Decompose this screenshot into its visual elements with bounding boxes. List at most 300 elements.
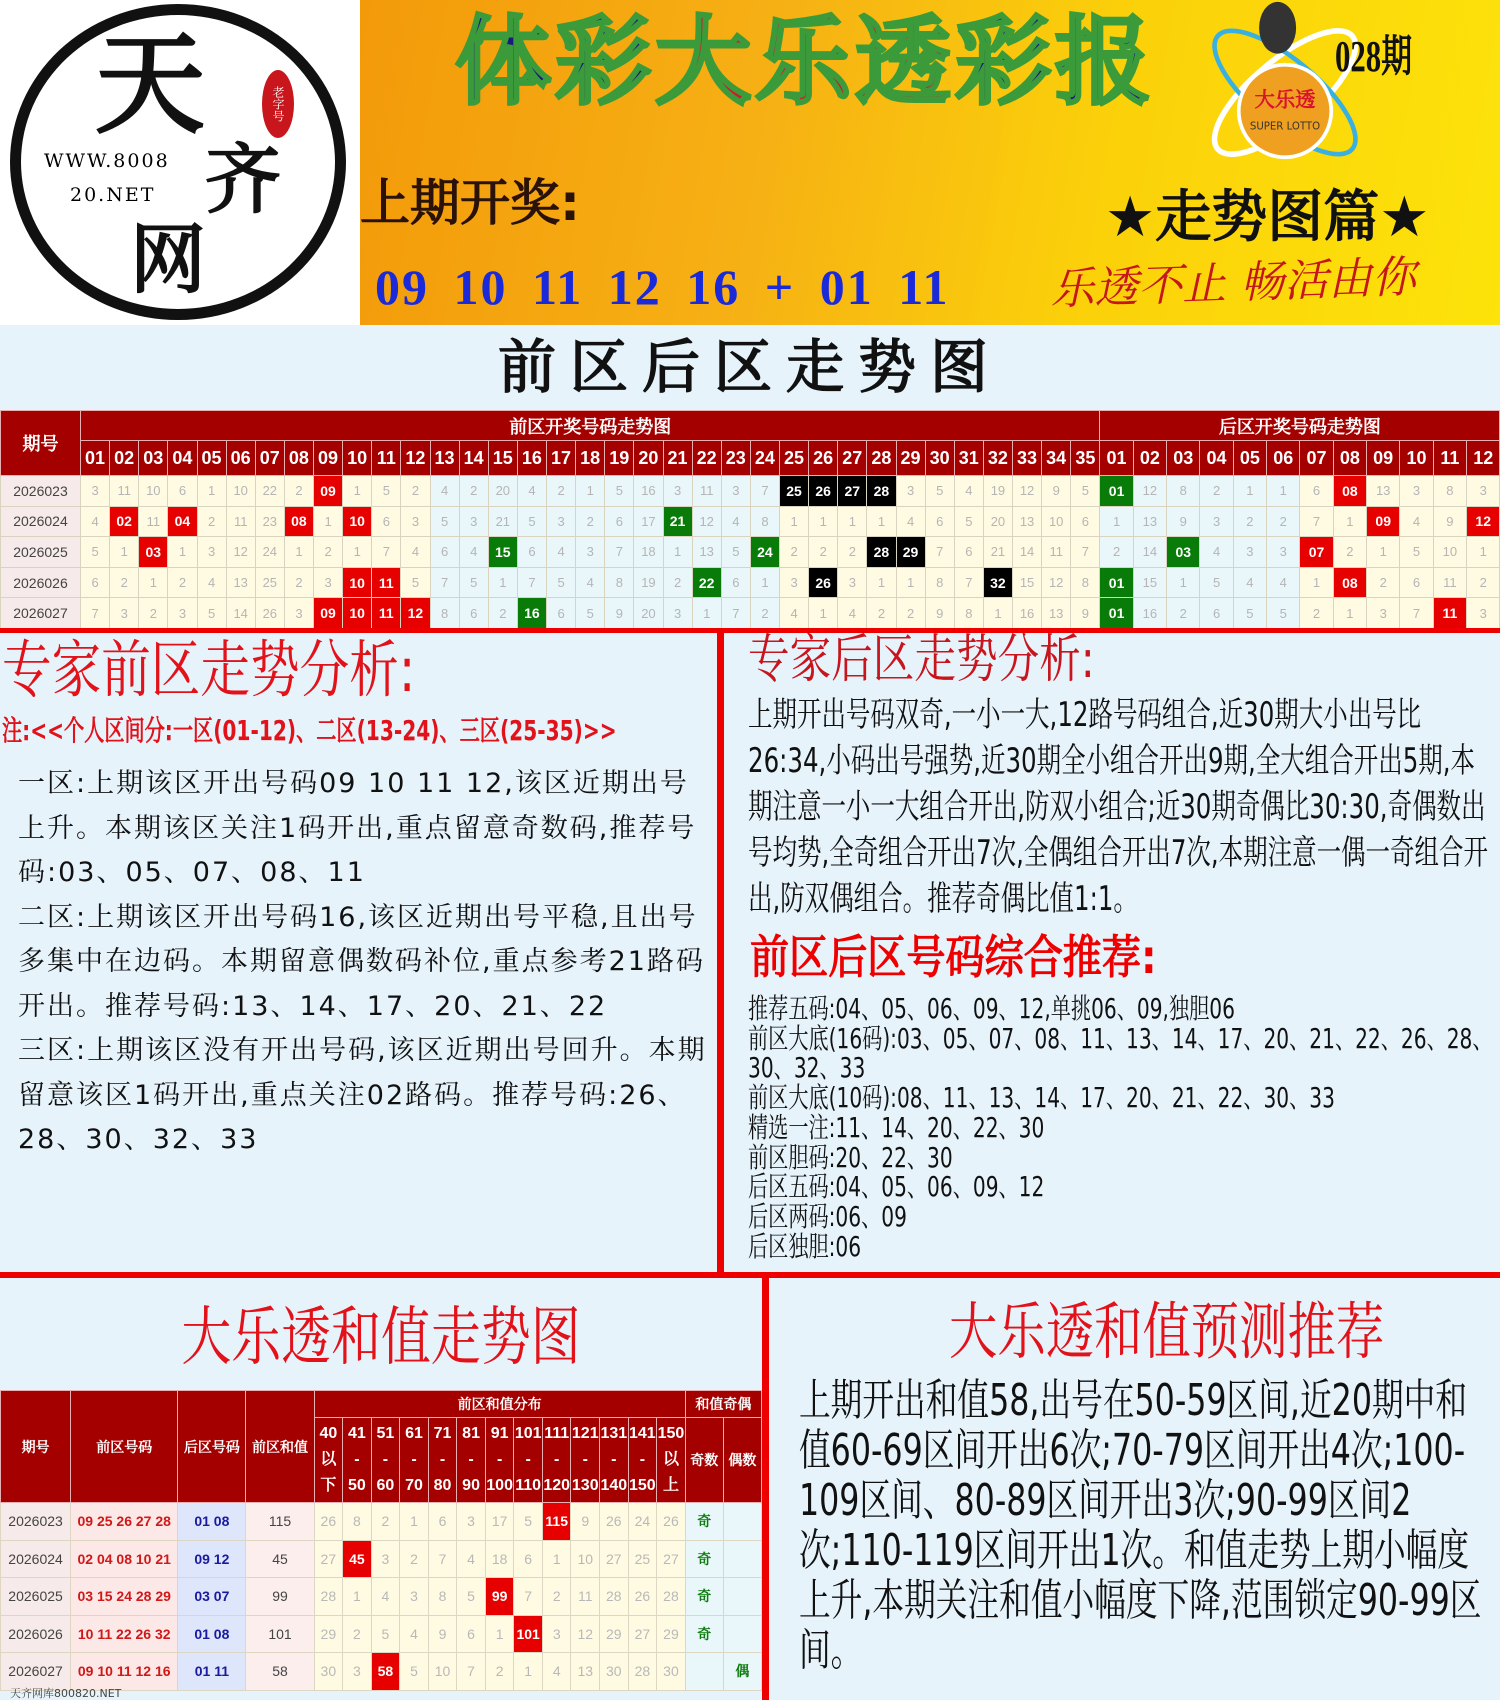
back-cell: 4: [1200, 537, 1233, 568]
front-number-header: 33: [1013, 441, 1042, 476]
front-cell: 3: [721, 476, 750, 507]
distribution-cell: 27: [600, 1540, 629, 1578]
front-cell: 2: [110, 567, 139, 598]
recommend-line: 后区独胆:06: [748, 1229, 862, 1263]
front-cell: 6: [81, 567, 110, 598]
back-hit-cell: 08: [1333, 476, 1366, 507]
front-hit-cell: 25: [780, 476, 809, 507]
period-header: 期号: [1, 1391, 71, 1503]
front-hit-cell: 11: [372, 598, 401, 629]
sum-trend-table: [0, 1390, 762, 1691]
last-draw-numbers: 09 10 11 12 16 + 01 11: [375, 259, 950, 315]
back-number-header: 09: [1367, 441, 1400, 476]
front-number-header: 35: [1071, 441, 1100, 476]
front-cell: 1: [168, 537, 197, 568]
distribution-cell: 5: [371, 1615, 400, 1653]
back-cell: 2: [1267, 506, 1300, 537]
front-cell: 1: [896, 567, 925, 598]
front-cell: 22: [255, 476, 284, 507]
front-hit-cell: 09: [314, 598, 343, 629]
front-cell: 4: [576, 567, 605, 598]
front-cell: 3: [81, 476, 110, 507]
front-number-header: 07: [255, 441, 284, 476]
front-cell: 11: [692, 476, 721, 507]
front-cell: 21: [488, 506, 517, 537]
front-cell: 24: [255, 537, 284, 568]
even-cell: [723, 1540, 761, 1578]
front-number-header: 18: [576, 441, 605, 476]
front-cell: 3: [547, 506, 576, 537]
front-cell: 8: [925, 567, 954, 598]
even-cell: [723, 1503, 761, 1541]
recommend-line: 精选一注:11、14、20、22、30: [748, 1110, 1045, 1144]
back-analysis-text: 上期开出号码双奇,一小一大,12路号码组合,近30期大小出号比26:34,小码出号强势,近30期全小组合开出9期,全大组合开出5期,本期注意一小一大组合开出,防双小组合;近30期奇偶比30:30,奇偶数出号均势,全奇组合开出7次,全偶组合开出7次,本期注意一偶一奇组合开出,防双偶组合。推荐奇偶比值1:1。: [748, 695, 1488, 919]
distribution-cell: 4: [542, 1653, 571, 1691]
distribution-cell: 26: [657, 1503, 686, 1541]
front-cell: 2: [459, 476, 488, 507]
back-cell: 15: [1133, 567, 1166, 598]
front-cell: 6: [372, 506, 401, 537]
front-cell: 1: [867, 567, 896, 598]
distribution-cell: 12: [571, 1615, 600, 1653]
period-cell: 2026026: [1, 1615, 71, 1653]
front-cell: 1: [867, 506, 896, 537]
table-row: [1, 1653, 762, 1691]
front-cell: 5: [925, 476, 954, 507]
front-hit-cell: 09: [314, 476, 343, 507]
front-analysis-title: 专家前区走势分析:: [2, 633, 416, 706]
last-draw-label: 上期开奖:: [360, 174, 580, 232]
front-cell: 4: [780, 598, 809, 629]
front-cell: 2: [284, 476, 313, 507]
back-hit-cell: 08: [1333, 567, 1366, 598]
parity-header: 和值奇偶: [685, 1391, 761, 1418]
distribution-cell: 2: [371, 1503, 400, 1541]
front-number-header: 25: [780, 441, 809, 476]
distribution-cell: 10: [428, 1653, 457, 1691]
distribution-cell: 2: [343, 1615, 372, 1653]
front-cell: 1: [809, 598, 838, 629]
sum-cell: 115: [246, 1503, 314, 1541]
period-cell: 2026023: [1, 476, 81, 507]
back-number-header: 03: [1167, 441, 1200, 476]
front-cell: 9: [1071, 598, 1100, 629]
front-cell: 5: [721, 537, 750, 568]
zone-note: 注:<<个人区间分:一区(01-12)、二区(13-24)、三区(25-35)>>: [2, 714, 617, 747]
front-cell: 16: [634, 476, 663, 507]
divider: [762, 1278, 769, 1700]
front-number-header: 16: [517, 441, 546, 476]
back-cell: 12: [1133, 476, 1166, 507]
front-cell: 15: [1013, 567, 1042, 598]
logo-url: WWW.8008: [44, 150, 170, 172]
distribution-cell: 5: [457, 1578, 486, 1616]
table-row: [1, 1578, 762, 1616]
period-cell: 2026027: [1, 1653, 71, 1691]
site-logo: [0, 0, 360, 325]
back-hit-cell: 07: [1300, 537, 1333, 568]
front-cell: 2: [547, 476, 576, 507]
front-hit-cell: 26: [809, 567, 838, 598]
period-cell: 2026027: [1, 598, 81, 629]
watermark: 天齐网库800820.NET: [10, 1687, 122, 1700]
distribution-cell: 6: [514, 1540, 543, 1578]
front-cell: 5: [81, 537, 110, 568]
recommend-line: 前区大底(16码):03、05、07、08、11、13、14、17、20、21、22、26、28、30、32、33: [748, 1021, 1493, 1085]
back-number-header: 01: [1100, 441, 1133, 476]
front-hit-cell: 10: [343, 567, 372, 598]
front-cell: 14: [226, 598, 255, 629]
back-cell: 1: [1333, 598, 1366, 629]
front-cell: 19: [983, 476, 1012, 507]
front-cell: 4: [517, 476, 546, 507]
front-numbers-cell: 02 04 08 10 21: [71, 1540, 178, 1578]
front-number-header: 30: [925, 441, 954, 476]
back-cell: 4: [1400, 506, 1433, 537]
front-cell: 2: [809, 537, 838, 568]
front-cell: 2: [488, 598, 517, 629]
even-cell: [723, 1615, 761, 1653]
front-cell: 10: [1042, 506, 1071, 537]
front-cell: 6: [605, 506, 634, 537]
front-number-header: 13: [430, 441, 459, 476]
back-hit-cell: 01: [1100, 598, 1133, 629]
front-numbers-header: 前区号码: [71, 1391, 178, 1503]
back-numbers-cell: 09 12: [178, 1540, 246, 1578]
distribution-cell: 26: [628, 1578, 657, 1616]
banner: [360, 0, 1500, 325]
front-sum-header: 前区和值: [246, 1391, 314, 1503]
distribution-cell: 1: [514, 1653, 543, 1691]
issue-number: 028期: [1335, 32, 1412, 81]
front-cell: 5: [197, 598, 226, 629]
back-hit-cell: 03: [1167, 537, 1200, 568]
front-cell: 13: [1042, 598, 1071, 629]
front-cell: 2: [663, 567, 692, 598]
distribution-cell: 1: [400, 1503, 429, 1541]
back-number-header: 06: [1267, 441, 1300, 476]
front-number-header: 10: [343, 441, 372, 476]
distribution-cell: 29: [600, 1615, 629, 1653]
title-part: 大乐透: [655, 6, 955, 118]
front-cell: 3: [838, 567, 867, 598]
front-cell: 6: [430, 537, 459, 568]
back-cell: 2: [1467, 567, 1500, 598]
distribution-cell: 3: [457, 1503, 486, 1541]
back-number-header: 08: [1333, 441, 1366, 476]
front-cell: 3: [896, 476, 925, 507]
range-header: 150 以 上: [657, 1418, 686, 1503]
front-cell: 12: [1013, 476, 1042, 507]
front-cell: 1: [343, 537, 372, 568]
number-trend-table: [0, 410, 1500, 629]
back-number-header: 07: [1300, 441, 1333, 476]
front-hit-cell: 12: [401, 598, 430, 629]
front-cell: 11: [1042, 537, 1071, 568]
front-cell: 1: [284, 537, 313, 568]
distribution-cell: 1: [542, 1540, 571, 1578]
front-cell: 6: [168, 476, 197, 507]
back-cell: 16: [1133, 598, 1166, 629]
period-header: 期号: [1, 411, 81, 476]
front-cell: 2: [576, 506, 605, 537]
front-cell: 6: [721, 567, 750, 598]
front-analysis-text: 一区:上期该区开出号码09 10 11 12,该区近期出号上升。本期该区关注1码开出,重点留意奇数码,推荐号码:03、05、07、08、11 二区:上期该区开出号码16,该区近期出号平稳,且出号多集中在边码。本期留意偶数码补位,重点参考21路码开出。推荐号码:13、14、17、20、21、22 三区:上期该区没有开出号码,该区近期出号回升。本期留意该区1码开出,重点关注02路码。推荐号码:26、28、30、32、33: [18, 768, 707, 1155]
back-cell: 9: [1167, 506, 1200, 537]
front-number-header: 08: [284, 441, 313, 476]
front-cell: 20: [488, 476, 517, 507]
front-cell: 1: [139, 567, 168, 598]
super-lotto-logo-icon: [1190, 0, 1380, 185]
front-number-header: 11: [372, 441, 401, 476]
front-hit-cell: 10: [343, 598, 372, 629]
front-cell: 5: [372, 476, 401, 507]
front-cell: 3: [110, 598, 139, 629]
front-number-header: 17: [547, 441, 576, 476]
front-cell: 1: [663, 537, 692, 568]
period-cell: 2026025: [1, 1578, 71, 1616]
distribution-cell: 1: [485, 1615, 514, 1653]
front-cell: 4: [401, 537, 430, 568]
section-title: 前区后区走势图: [497, 333, 1002, 401]
back-analysis-title: 专家后区走势分析:: [748, 630, 1095, 690]
range-header: 71 - 80: [428, 1418, 457, 1503]
front-cell: 11: [226, 506, 255, 537]
front-number-header: 27: [838, 441, 867, 476]
front-cell: 7: [605, 537, 634, 568]
distribution-cell: 1: [343, 1578, 372, 1616]
distribution-cell: 2: [485, 1653, 514, 1691]
back-cell: 3: [1200, 506, 1233, 537]
front-cell: 8: [605, 567, 634, 598]
table-row: [1, 476, 1500, 507]
front-cell: 1: [314, 506, 343, 537]
front-numbers-cell: 10 11 22 26 32: [71, 1615, 178, 1653]
back-hit-cell: 09: [1367, 506, 1400, 537]
back-hit-cell: 01: [1100, 567, 1133, 598]
front-cell: 11: [139, 506, 168, 537]
distribution-cell: 7: [428, 1540, 457, 1578]
front-cell: 1: [110, 537, 139, 568]
front-cell: 2: [838, 537, 867, 568]
back-number-header: 12: [1467, 441, 1500, 476]
distribution-hit-cell: 115: [542, 1503, 571, 1541]
back-hit-cell: 11: [1433, 598, 1466, 629]
front-hit-cell: 11: [372, 567, 401, 598]
even-cell: [723, 1578, 761, 1616]
front-cell: 12: [1042, 567, 1071, 598]
back-cell: 2: [1100, 537, 1133, 568]
front-number-header: 24: [750, 441, 779, 476]
front-number-header: 26: [809, 441, 838, 476]
front-cell: 8: [430, 598, 459, 629]
front-cell: 5: [605, 476, 634, 507]
newspaper-title: [455, 6, 1155, 118]
distribution-cell: 6: [428, 1503, 457, 1541]
front-cell: 3: [284, 598, 313, 629]
distribution-cell: 11: [571, 1578, 600, 1616]
front-cell: 1: [343, 476, 372, 507]
table-row: [1, 506, 1500, 537]
front-cell: 6: [547, 598, 576, 629]
distribution-cell: 5: [400, 1653, 429, 1691]
front-cell: 1: [692, 598, 721, 629]
front-cell: 20: [634, 598, 663, 629]
recommend-list: [748, 994, 1500, 1261]
distribution-cell: 26: [314, 1503, 343, 1541]
table-row: [1, 567, 1500, 598]
front-cell: 2: [314, 537, 343, 568]
back-cell: 5: [1200, 567, 1233, 598]
odd-cell: [685, 1653, 723, 1691]
front-number-header: 05: [197, 441, 226, 476]
back-cell: 6: [1400, 567, 1433, 598]
subtitle: ★走势图篇★: [1105, 185, 1430, 250]
distribution-cell: 18: [485, 1540, 514, 1578]
recommend-title: 前区后区号码综合推荐:: [750, 930, 1157, 984]
logo-char: 天: [95, 20, 205, 149]
back-numbers-header: 后区号码: [178, 1391, 246, 1503]
front-cell: 4: [430, 476, 459, 507]
back-cell: 8: [1167, 476, 1200, 507]
front-cell: 6: [925, 506, 954, 537]
distribution-cell: 28: [600, 1578, 629, 1616]
distribution-cell: 10: [571, 1540, 600, 1578]
front-cell: 4: [547, 537, 576, 568]
back-cell: 13: [1133, 506, 1166, 537]
front-cell: 5: [459, 567, 488, 598]
even-header: 偶数: [723, 1418, 761, 1503]
front-cell: 3: [576, 537, 605, 568]
recommend-line: 前区胆码:20、22、30: [748, 1140, 953, 1174]
front-cell: 2: [867, 598, 896, 629]
back-cell: 2: [1333, 537, 1366, 568]
front-cell: 17: [634, 506, 663, 537]
front-hit-cell: 27: [838, 476, 867, 507]
distribution-hit-cell: 101: [514, 1615, 543, 1653]
front-cell: 26: [255, 598, 284, 629]
front-cell: 7: [925, 537, 954, 568]
front-cell: 2: [401, 476, 430, 507]
table-row: [1, 1503, 762, 1541]
front-number-header: 21: [663, 441, 692, 476]
front-cell: 1: [197, 476, 226, 507]
logo-char: 齐: [205, 135, 281, 224]
slogan: 乐透不止 畅活由你: [1049, 251, 1417, 316]
range-header: 141 - 150: [628, 1418, 657, 1503]
back-cell: 10: [1433, 537, 1466, 568]
front-cell: 2: [750, 598, 779, 629]
back-number-header: 11: [1433, 441, 1466, 476]
distribution-cell: 2: [400, 1540, 429, 1578]
front-hit-cell: 21: [663, 506, 692, 537]
front-cell: 13: [1013, 506, 1042, 537]
front-cell: 5: [547, 567, 576, 598]
front-cell: 5: [517, 506, 546, 537]
front-cell: 3: [663, 476, 692, 507]
front-hit-cell: 02: [110, 506, 139, 537]
back-cell: 4: [1267, 567, 1300, 598]
front-cell: 10: [226, 476, 255, 507]
back-cell: 4: [1233, 567, 1266, 598]
period-cell: 2026026: [1, 567, 81, 598]
front-cell: 1: [983, 598, 1012, 629]
front-cell: 3: [314, 567, 343, 598]
back-cell: 3: [1267, 537, 1300, 568]
front-cell: 3: [401, 506, 430, 537]
front-cell: 8: [1071, 567, 1100, 598]
back-cell: 1: [1167, 567, 1200, 598]
front-cell: 4: [81, 506, 110, 537]
front-cell: 2: [139, 598, 168, 629]
front-cell: 23: [255, 506, 284, 537]
front-hit-cell: 29: [896, 537, 925, 568]
range-header: 40 以 下: [314, 1418, 343, 1503]
range-header: 121 - 130: [571, 1418, 600, 1503]
front-number-header: 14: [459, 441, 488, 476]
front-hit-cell: 10: [343, 506, 372, 537]
distribution-cell: 25: [628, 1540, 657, 1578]
front-hit-cell: 32: [983, 567, 1012, 598]
distribution-cell: 3: [400, 1578, 429, 1616]
front-cell: 7: [81, 598, 110, 629]
front-cell: 5: [576, 598, 605, 629]
distribution-hit-cell: 45: [343, 1540, 372, 1578]
front-cell: 3: [780, 567, 809, 598]
front-number-header: 31: [954, 441, 983, 476]
distribution-cell: 29: [314, 1615, 343, 1653]
front-cell: 5: [401, 567, 430, 598]
distribution-cell: 8: [428, 1578, 457, 1616]
front-cell: 20: [983, 506, 1012, 537]
distribution-cell: 13: [571, 1653, 600, 1691]
back-cell: 1: [1300, 567, 1333, 598]
distribution-cell: 4: [400, 1615, 429, 1653]
front-cell: 3: [168, 598, 197, 629]
recommend-line: 后区两码:06、09: [748, 1199, 907, 1233]
distribution-cell: 8: [343, 1503, 372, 1541]
back-analysis-panel: [724, 632, 1500, 1272]
front-cell: 13: [692, 537, 721, 568]
back-cell: 3: [1367, 598, 1400, 629]
table-row: [1, 598, 1500, 629]
back-numbers-cell: 01 11: [178, 1653, 246, 1691]
distribution-cell: 3: [542, 1615, 571, 1653]
front-hit-cell: 28: [867, 476, 896, 507]
back-cell: 7: [1400, 598, 1433, 629]
front-cell: 5: [1071, 476, 1100, 507]
front-cell: 14: [1013, 537, 1042, 568]
front-cell: 4: [459, 537, 488, 568]
back-numbers-cell: 01 08: [178, 1503, 246, 1541]
front-cell: 1: [750, 567, 779, 598]
front-cell: 19: [634, 567, 663, 598]
odd-cell: 奇: [685, 1503, 723, 1541]
back-cell: 2: [1300, 598, 1333, 629]
back-cell: 6: [1300, 476, 1333, 507]
divider: [717, 633, 724, 1273]
range-header: 81 - 90: [457, 1418, 486, 1503]
back-cell: 5: [1233, 598, 1266, 629]
period-cell: 2026024: [1, 506, 81, 537]
front-cell: 5: [430, 506, 459, 537]
back-number-header: 04: [1200, 441, 1233, 476]
period-cell: 2026025: [1, 537, 81, 568]
back-cell: 2: [1167, 598, 1200, 629]
front-cell: 3: [459, 506, 488, 537]
front-cell: 7: [721, 598, 750, 629]
distribution-cell: 7: [514, 1578, 543, 1616]
